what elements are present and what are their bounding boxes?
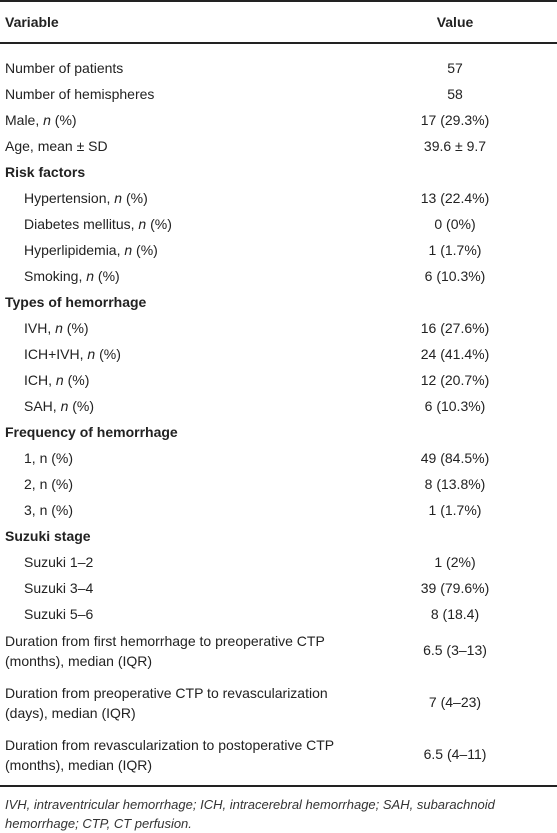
- row-value: 7 (4–23): [428, 694, 482, 710]
- row-label: Male, n (%): [5, 112, 77, 128]
- row-label: Hyperlipidemia, n (%): [24, 242, 158, 258]
- row-value: 58: [447, 86, 463, 102]
- row-value: 12 (20.7%): [420, 372, 490, 388]
- row-label: Number of patients: [5, 60, 124, 76]
- row-value: 8 (18.4): [430, 606, 480, 622]
- row-label: Suzuki 5–6: [24, 606, 94, 622]
- row-label: ICH+IVH, n (%): [24, 346, 121, 362]
- row-label: Hypertension, n (%): [24, 190, 148, 206]
- row-value: 6 (10.3%): [424, 398, 486, 414]
- row-value: 16 (27.6%): [420, 320, 490, 336]
- row-value: 6.5 (3–13): [423, 642, 487, 658]
- table-footnote: IVH, intraventricular hemorrhage; ICH, intracerebral hemorrhage; SAH, subarachnoid hemorrhage; CTP, CT perfusion.: [5, 797, 495, 831]
- table-header-rule: [0, 42, 557, 44]
- row-value: 1 (1.7%): [428, 242, 482, 258]
- row-value: 39.6 ± 9.7: [423, 138, 487, 154]
- row-value: 0 (0%): [434, 216, 476, 232]
- row-value: 39 (79.6%): [420, 580, 490, 596]
- section-label: Suzuki stage: [5, 528, 91, 544]
- row-label: SAH, n (%): [24, 398, 95, 414]
- table-top-rule: [0, 0, 557, 2]
- row-value: 49 (84.5%): [420, 450, 490, 466]
- row-value: 1 (1.7%): [428, 502, 482, 518]
- row-value: 57: [447, 60, 463, 76]
- row-value: 24 (41.4%): [420, 346, 490, 362]
- row-label: 3, n (%): [24, 502, 74, 518]
- row-label: Suzuki 3–4: [24, 580, 94, 596]
- row-value: 13 (22.4%): [420, 190, 490, 206]
- section-label: Types of hemorrhage: [5, 294, 147, 310]
- section-label: Frequency of hemorrhage: [5, 424, 178, 440]
- section-label: Risk factors: [5, 164, 86, 180]
- row-label: Smoking, n (%): [24, 268, 120, 284]
- header-value: Value: [436, 14, 474, 30]
- table-bottom-rule: [0, 785, 557, 787]
- row-label: Diabetes mellitus, n (%): [24, 216, 172, 232]
- row-value: 8 (13.8%): [424, 476, 486, 492]
- row-label: 1, n (%): [24, 450, 74, 466]
- row-label: ICH, n (%): [24, 372, 90, 388]
- row-value: 1 (2%): [434, 554, 476, 570]
- row-label: IVH, n (%): [24, 320, 89, 336]
- row-value: 17 (29.3%): [420, 112, 490, 128]
- row-label: Suzuki 1–2: [24, 554, 94, 570]
- row-value: 6 (10.3%): [424, 268, 486, 284]
- row-label: 2, n (%): [24, 476, 74, 492]
- row-label: Duration from revascularization to postoperative CTP (months), median (IQR): [5, 737, 334, 773]
- row-value: 6.5 (4–11): [423, 746, 487, 762]
- row-label: Duration from preoperative CTP to revascularization (days), median (IQR): [5, 685, 328, 721]
- row-label: Age, mean ± SD: [5, 138, 108, 154]
- row-label: Duration from first hemorrhage to preoperative CTP (months), median (IQR): [5, 633, 325, 669]
- row-label: Number of hemispheres: [5, 86, 155, 102]
- header-variable: Variable: [5, 14, 59, 30]
